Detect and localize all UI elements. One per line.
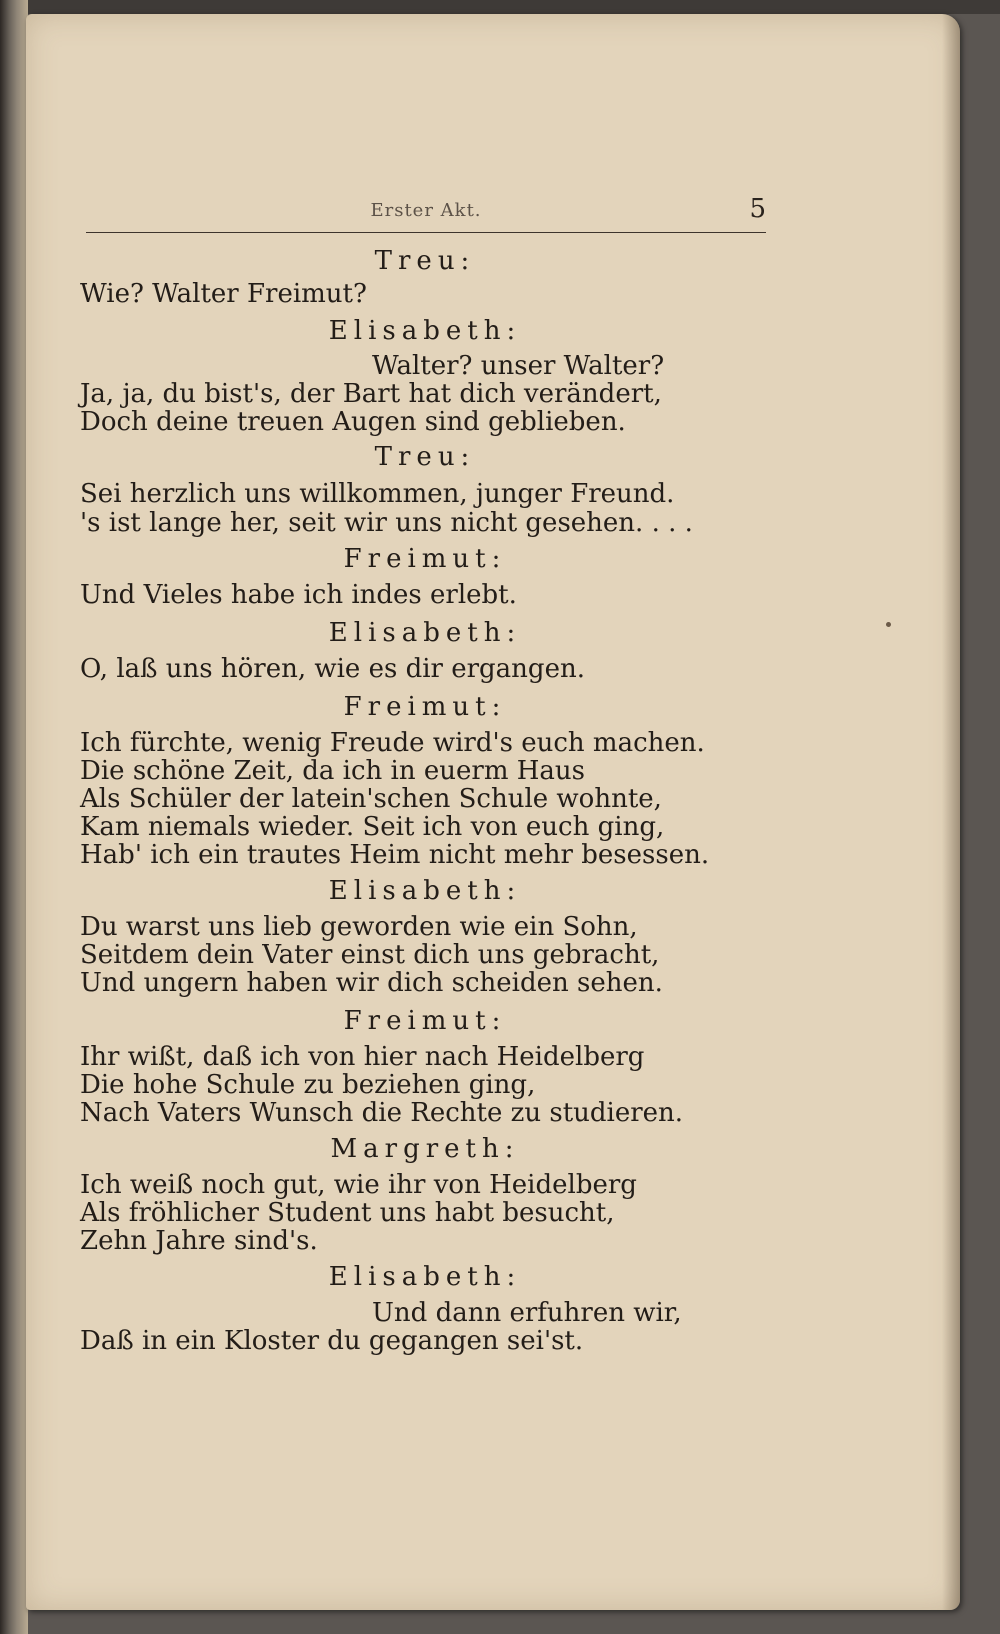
book-page — [26, 14, 960, 1610]
speaker-label: Freimut: — [343, 544, 507, 574]
verse-line: Und ungern haben wir dich scheiden sehen. — [80, 968, 663, 998]
verse-line: Und Vieles habe ich indes erlebt. — [80, 580, 517, 610]
speaker-label: Freimut: — [343, 692, 507, 722]
speaker-label: Elisabeth: — [328, 316, 522, 346]
verse-line: Hab' ich ein trautes Heim nicht mehr besessen. — [80, 840, 710, 870]
verse-line: Seitdem dein Vater einst dich uns gebracht, — [80, 940, 660, 970]
running-header — [86, 194, 766, 234]
verse-line: Du warst uns lieb geworden wie ein Sohn, — [80, 912, 638, 942]
speaker-label: Elisabeth: — [328, 876, 522, 906]
speaker-label: Elisabeth: — [328, 1262, 522, 1292]
verse-line: Ihr wißt, daß ich von hier nach Heidelberg — [80, 1042, 645, 1072]
verse-line: Als fröhlicher Student uns habt besucht, — [80, 1198, 615, 1228]
verse-line: Ich fürchte, wenig Freude wird's euch machen. — [80, 728, 705, 758]
verse-line: Die schöne Zeit, da ich in euerm Haus — [80, 756, 586, 786]
page-top-shadow — [28, 0, 1000, 14]
verse-line: Zehn Jahre sind's. — [80, 1226, 318, 1256]
speaker-label: Margreth: — [330, 1134, 520, 1164]
verse-line: Ich weiß noch gut, wie ihr von Heidelberg — [80, 1170, 637, 1200]
verse-line: Nach Vaters Wunsch die Rechte zu studieren. — [80, 1098, 684, 1128]
speaker-label: Freimut: — [343, 1006, 507, 1036]
verse-line: Wie? Walter Freimut? — [80, 279, 367, 309]
verse-line: Walter? unser Walter? — [372, 351, 665, 381]
verse-line: Daß in ein Kloster du gegangen sei'st. — [80, 1326, 584, 1356]
verse-line: O, laß uns hören, wie es dir ergangen. — [80, 654, 585, 684]
speaker-label: Treu: — [374, 442, 476, 472]
running-head-title: Erster Akt. — [370, 200, 482, 221]
verse-line: Doch deine treuen Augen sind geblieben. — [80, 407, 626, 437]
verse-line: Kam niemals wieder. Seit ich von euch ging, — [80, 812, 665, 842]
verse-line: 's ist lange her, seit wir uns nicht gesehen. . . . — [80, 508, 693, 538]
verse-line: Als Schüler der latein'schen Schule wohnte, — [80, 784, 662, 814]
verse-line: Die hohe Schule zu beziehen ging, — [80, 1070, 536, 1100]
verse-line: Sei herzlich uns willkommen, junger Freund. — [80, 479, 675, 509]
speaker-label: Elisabeth: — [328, 618, 522, 648]
paper-spot — [886, 622, 891, 627]
verse-line: Und dann erfuhren wir, — [372, 1298, 682, 1328]
verse-line: Ja, ja, du bist's, der Bart hat dich verändert, — [80, 379, 662, 409]
page-number: 5 — [749, 194, 766, 224]
book-spine-edge — [0, 0, 28, 1634]
speaker-label: Treu: — [374, 246, 476, 276]
header-rule — [86, 232, 766, 233]
page-edge-shadow — [942, 14, 960, 1610]
